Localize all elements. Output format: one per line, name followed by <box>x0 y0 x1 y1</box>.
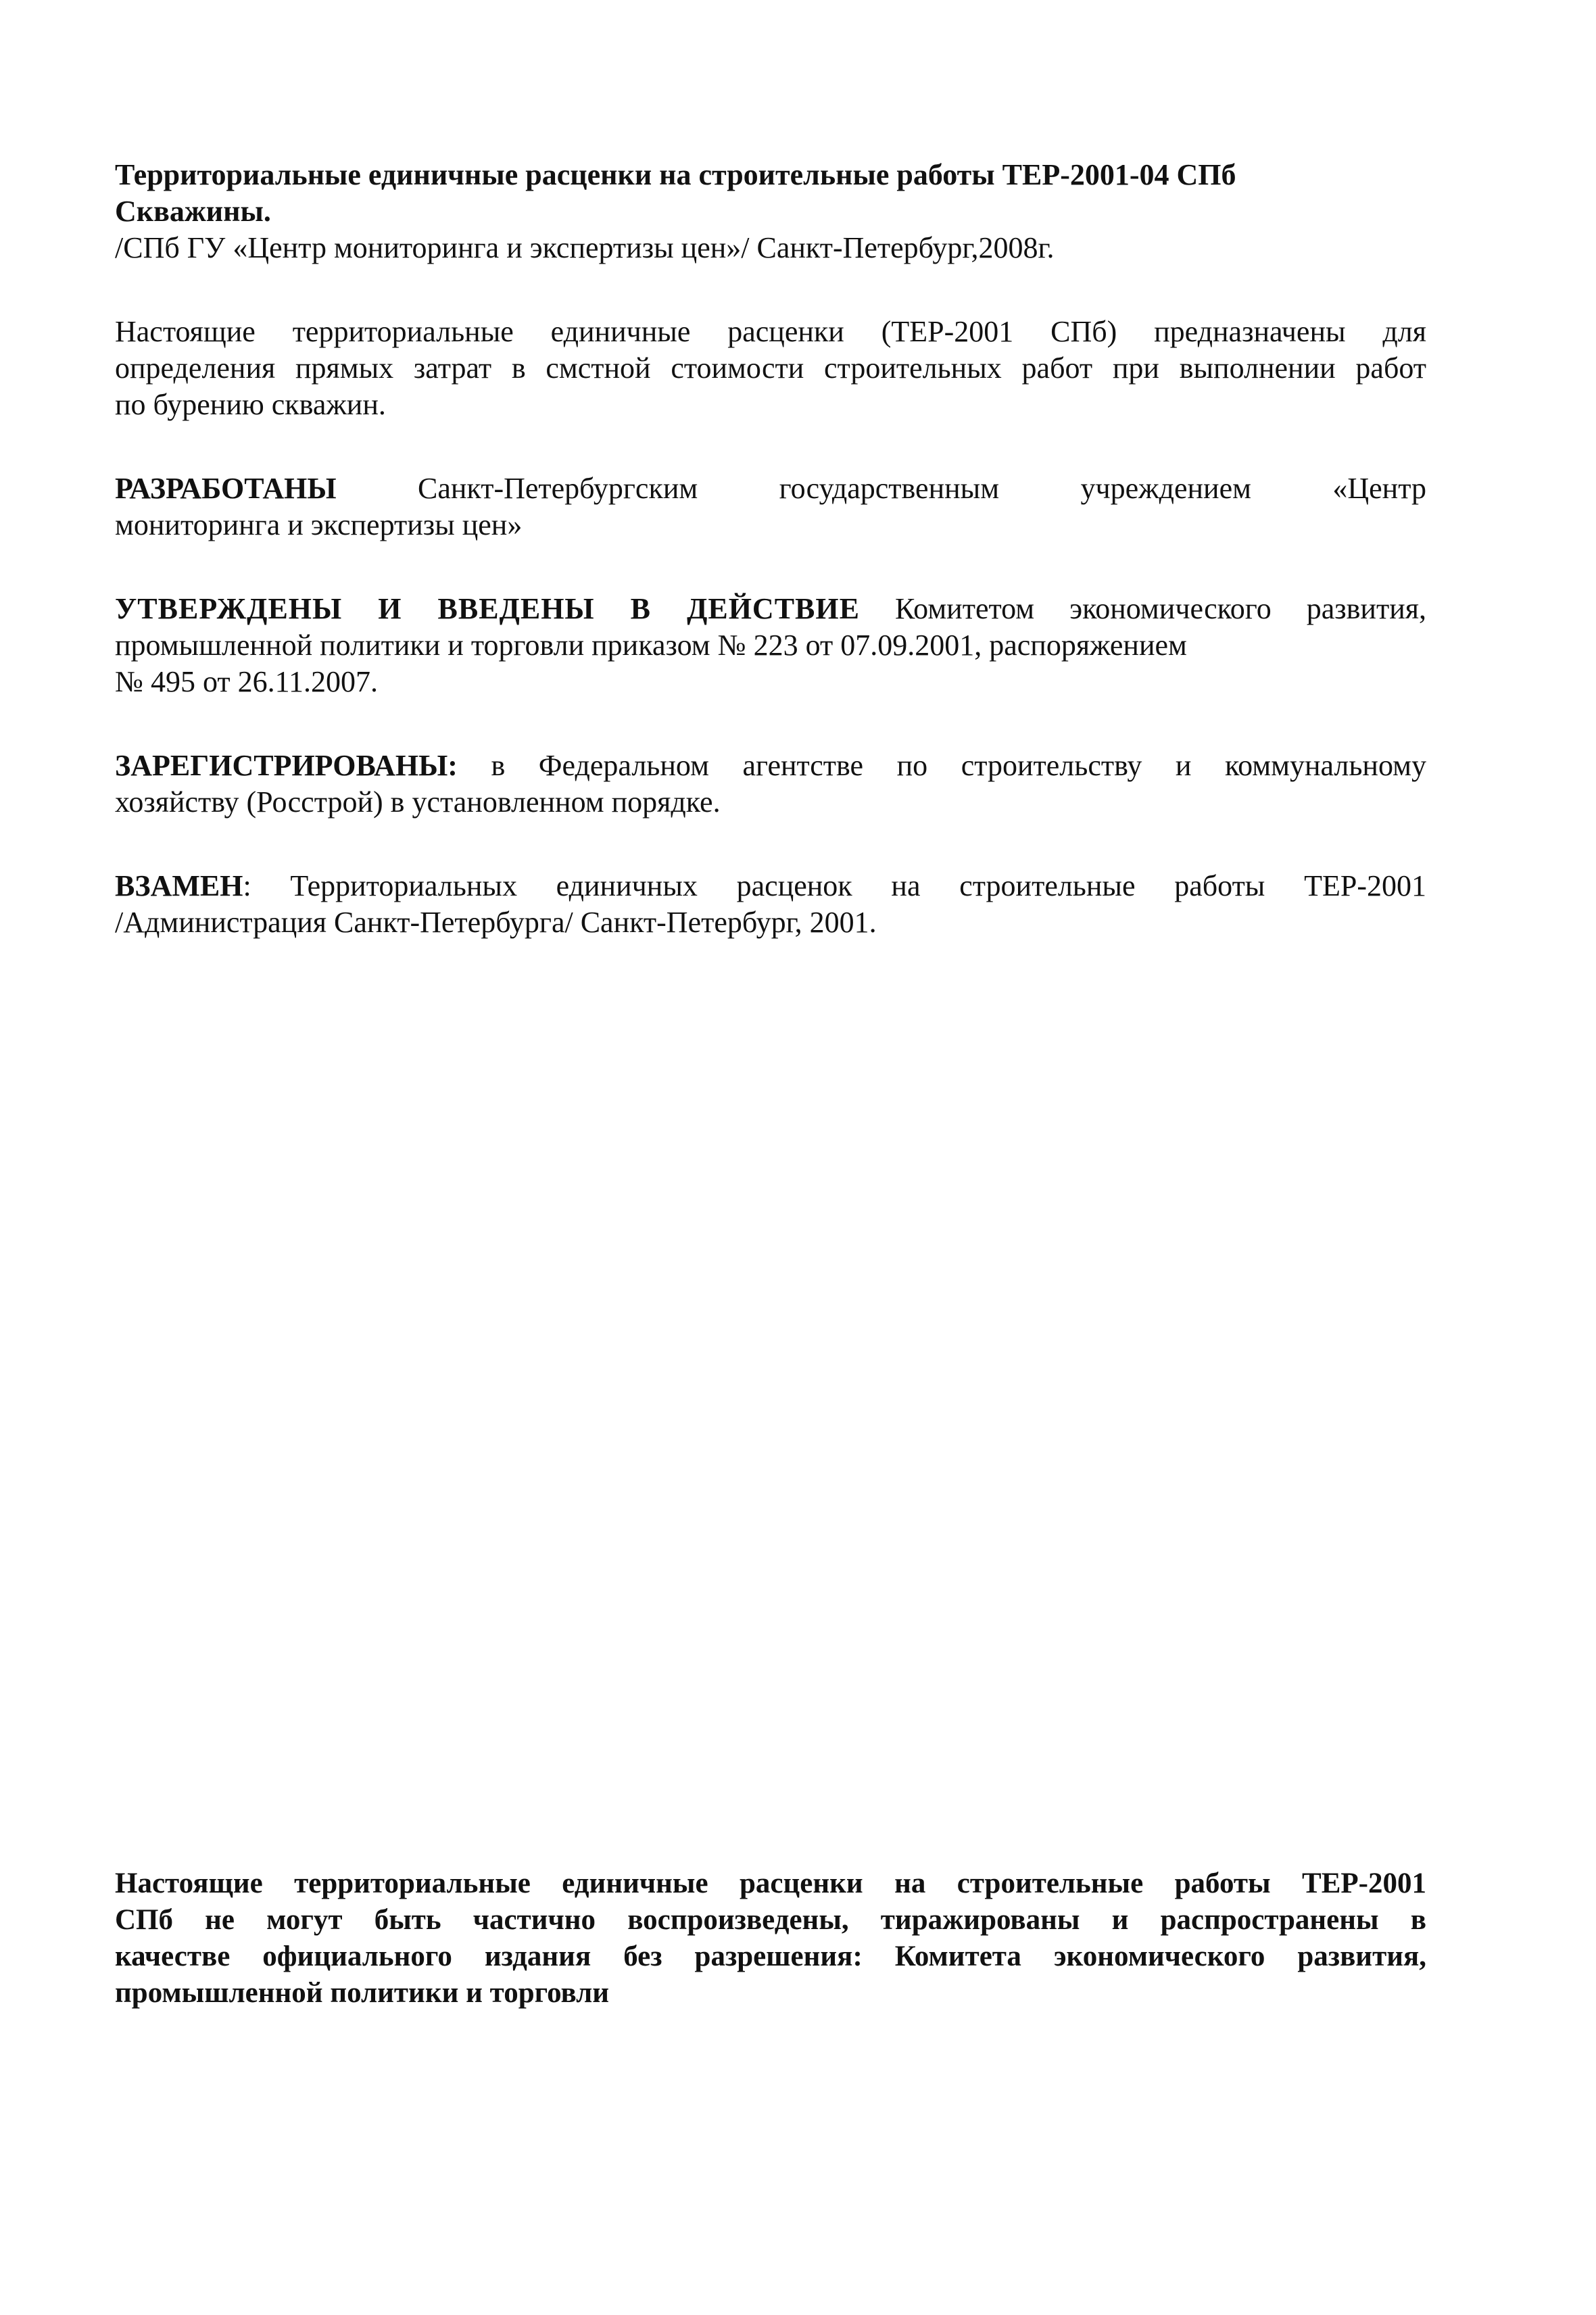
document-title <box>115 157 1426 230</box>
approved-line-2: промышленной политики и торговли приказом № 223 от 07.09.2001, распоряжением <box>115 629 1187 662</box>
registered-line-1-text: в Федеральном агентстве по строительству и коммунальному <box>457 749 1426 782</box>
approved-label: УТВЕРЖДЕНЫ И ВВЕДЕНЫ В ДЕЙСТВИЕ <box>115 592 860 625</box>
replaces-line-1-text: : Территориальных единичных расценок на строительные работы ТЕР-2001 <box>243 869 1426 902</box>
footer-line-1: Настоящие территориальные единичные расценки на строительные работы ТЕР-2001 <box>115 1868 1426 1899</box>
document-source <box>115 230 1426 266</box>
developed-line-2: мониторинга и экспертизы цен» <box>115 508 523 541</box>
replaces-paragraph <box>115 868 1426 941</box>
registered-line-1 <box>115 748 1426 784</box>
approved-line-1 <box>115 591 1426 627</box>
title-line-2: Скважины. <box>115 195 271 228</box>
replaces-line-1 <box>115 868 1426 904</box>
developed-line-1 <box>115 470 1426 507</box>
document-body <box>115 157 1426 988</box>
registered-paragraph <box>115 748 1426 821</box>
replaces-label: ВЗАМЕН <box>115 869 243 902</box>
replaces-line-2: /Администрация Санкт-Петербурга/ Санкт-Петербург, 2001. <box>115 906 877 939</box>
registered-line-2: хозяйству (Росстрой) в установленном порядке. <box>115 785 721 819</box>
purpose-line-3: по бурению скважин. <box>115 388 386 421</box>
footer-line-2: СПб не могут быть частично воспроизведены, тиражированы и распространены в <box>115 1904 1426 1936</box>
source-line: /СПб ГУ «Центр мониторинга и экспертизы цен»/ Санкт-Петербург,2008г. <box>115 231 1055 264</box>
copyright-notice <box>115 1866 1426 2012</box>
footer-line-3: качестве официального издания без разрешения: Комитета экономического развития, <box>115 1941 1426 1972</box>
footer-line-4: промышленной политики и торговли <box>115 1977 610 2009</box>
approved-paragraph <box>115 591 1426 700</box>
approved-line-1-text: Комитетом экономического развития, <box>859 592 1426 625</box>
purpose-paragraph <box>115 314 1426 423</box>
developed-label: РАЗРАБОТАНЫ <box>115 472 337 505</box>
developed-paragraph <box>115 470 1426 543</box>
purpose-line-2: определения прямых затрат в смстной стоимости строительных работ при выполнении работ <box>115 351 1426 385</box>
approved-line-3: № 495 от 26.11.2007. <box>115 665 378 698</box>
title-line-1: Территориальные единичные расценки на строительные работы ТЕР-2001-04 СПб <box>115 158 1236 191</box>
purpose-line-1: Настоящие территориальные единичные расценки (ТЕР-2001 СПб) предназначены для <box>115 315 1426 348</box>
registered-label: ЗАРЕГИСТРИРОВАНЫ: <box>115 749 458 782</box>
developed-line-1-text: Санкт-Петербургским государственным учреждением «Центр <box>336 472 1426 505</box>
